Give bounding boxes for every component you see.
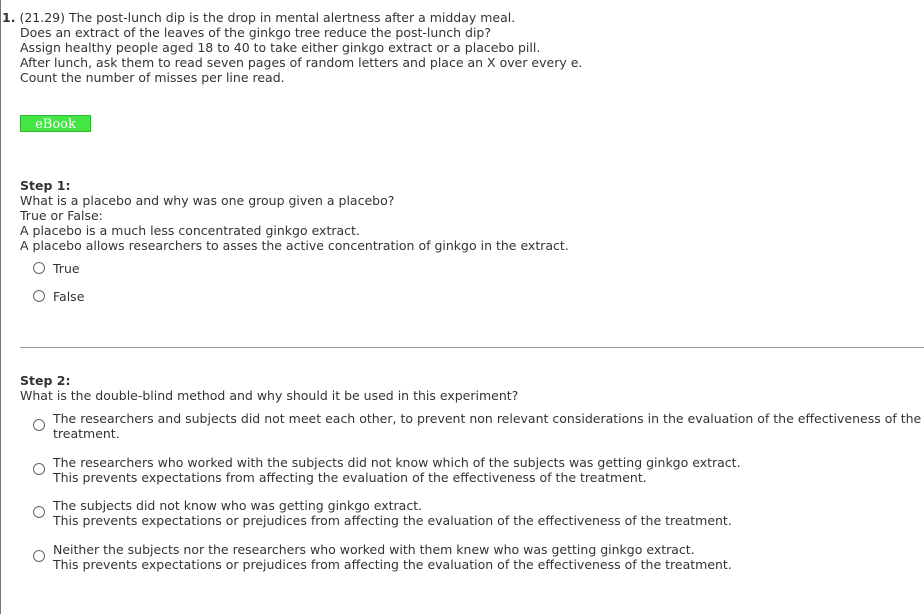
question-line: Does an extract of the leaves of the ginkgo tree reduce the post-lunch dip? — [20, 25, 491, 40]
option-label: True — [53, 261, 80, 276]
step-1-option-true[interactable] — [33, 261, 80, 276]
step-1-line: What is a placebo and why was one group given a placebo? — [20, 193, 395, 208]
option-text — [53, 411, 921, 441]
radio-button[interactable] — [33, 506, 45, 518]
question-line: Assign healthy people aged 18 to 40 to take either ginkgo extract or a placebo pill. — [20, 40, 541, 55]
question-intro: (21.29) The post-lunch dip is the drop in mental alertness after a midday meal. — [19, 10, 516, 25]
step-1-line: A placebo allows researchers to asses the active concentration of ginkgo in the extract. — [20, 238, 569, 253]
radio-button[interactable] — [33, 262, 45, 274]
radio-button[interactable] — [33, 550, 45, 562]
option-line: This prevents expectations from affecting the evaluation of the effectiveness of the treatment. — [53, 470, 647, 485]
step-2-option-4[interactable] — [33, 542, 732, 572]
step-1-title: Step 1: — [20, 178, 71, 193]
left-border — [0, 0, 1, 614]
question-block — [2, 10, 902, 85]
step-2-option-3[interactable] — [33, 498, 732, 528]
option-text — [53, 542, 732, 572]
radio-button[interactable] — [33, 290, 45, 302]
step-2-title: Step 2: — [20, 373, 71, 388]
step-1-line: True or False: — [20, 208, 103, 223]
step-2-option-2[interactable] — [33, 455, 741, 485]
option-line: This prevents expectations or prejudices from affecting the evaluation of the effectiveness of the treatment. — [53, 557, 732, 572]
question-line: After lunch, ask them to read seven pages of random letters and place an X over every e. — [20, 55, 583, 70]
question-number: 1. — [2, 10, 16, 25]
ebook-button[interactable]: eBook — [20, 115, 91, 132]
option-line: This prevents expectations or prejudices from affecting the evaluation of the effectiveness of the treatment. — [53, 513, 732, 528]
step-divider — [20, 347, 924, 348]
option-line: The researchers and subjects did not meet each other, to prevent non relevant considerations in the evaluation of the effectiveness of the — [53, 411, 922, 426]
option-line: treatment. — [53, 426, 120, 441]
step-1-option-false[interactable] — [33, 289, 84, 304]
option-text — [53, 498, 732, 528]
step-1-line: A placebo is a much less concentrated ginkgo extract. — [20, 223, 360, 238]
step-1 — [20, 178, 920, 253]
option-line: Neither the subjects nor the researchers who worked with them knew who was getting ginkgo extract. — [53, 542, 695, 557]
question-line: Count the number of misses per line read. — [20, 70, 285, 85]
option-label: False — [53, 289, 85, 304]
step-2 — [20, 373, 920, 403]
step-2-option-1[interactable] — [33, 411, 921, 441]
question-intro-line — [2, 10, 902, 25]
option-line: The subjects did not know who was getting ginkgo extract. — [53, 498, 423, 513]
option-line: The researchers who worked with the subjects did not know which of the subjects was getting ginkgo extract. — [53, 455, 741, 470]
option-text — [53, 455, 741, 485]
radio-button[interactable] — [33, 419, 45, 431]
step-2-question: What is the double-blind method and why should it be used in this experiment? — [20, 388, 519, 403]
radio-button[interactable] — [33, 463, 45, 475]
